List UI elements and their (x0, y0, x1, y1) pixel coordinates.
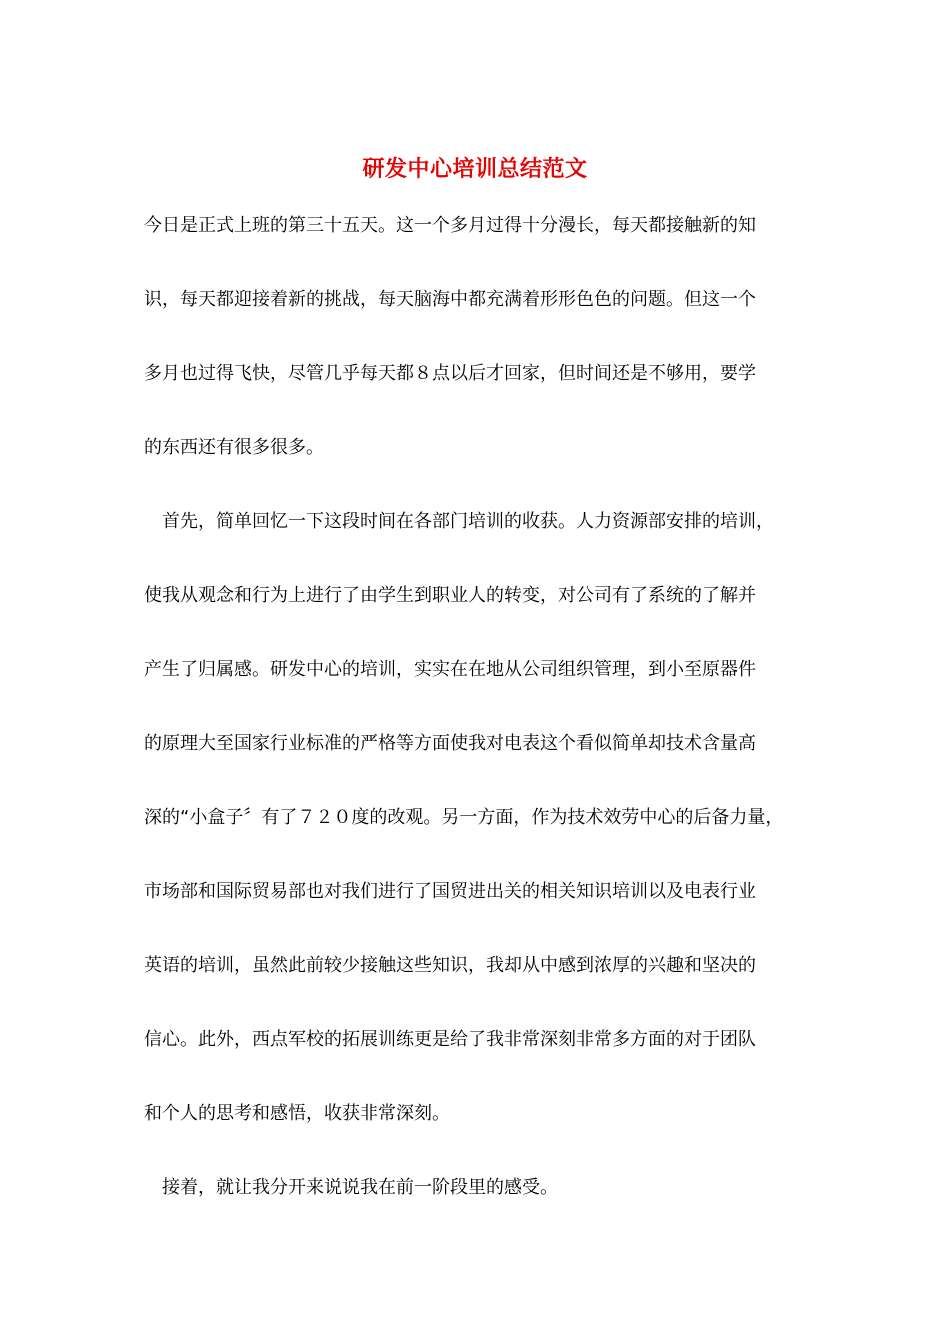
text-line: 今日是正式上班的第三十五天。这一个多月过得十分漫长，每天都接触新的知 (144, 215, 756, 236)
text-line: 使我从观念和行为上进行了由学生到职业人的转变，对公司有了系统的了解并 (144, 585, 756, 606)
text-line: 产生了归属感。研发中心的培训，实实在在地从公司组织管理，到小至原器件 (144, 659, 756, 680)
text-line: 接着，就让我分开来说说我在前一阶段里的感受。 (144, 1177, 558, 1198)
document-title: 研发中心培训总结范文 (362, 156, 588, 182)
text-line: 的原理大至国家行业标准的严格等方面使我对电表这个看似简单却技术含量高 (144, 733, 756, 754)
text-line: 的东西还有很多很多。 (144, 437, 324, 458)
text-line: 市场部和国际贸易部也对我们进行了国贸进出关的相关知识培训以及电表行业 (144, 881, 756, 902)
text-line: 和个人的思考和感悟，收获非常深刻。 (144, 1103, 450, 1124)
text-line: 信心。此外，西点军校的拓展训练更是给了我非常深刻非常多方面的对于团队 (144, 1029, 756, 1050)
text-line: 首先，简单回忆一下这段时间在各部门培训的收获。人力资源部安排的培训， (144, 511, 774, 532)
document-body (144, 207, 804, 1243)
text-line: 识，每天都迎接着新的挑战，每天脑海中都充满着形形色色的问题。但这一个 (144, 289, 756, 310)
text-line: 多月也过得飞快，尽管几乎每天都８点以后才回家，但时间还是不够用，要学 (144, 363, 756, 384)
text-line: 英语的培训，虽然此前较少接触这些知识，我却从中感到浓厚的兴趣和坚决的 (144, 955, 756, 976)
text-line: 深的“小盒子〞有了７２０度的改观。另一方面，作为技术效劳中心的后备力量， (144, 807, 784, 828)
